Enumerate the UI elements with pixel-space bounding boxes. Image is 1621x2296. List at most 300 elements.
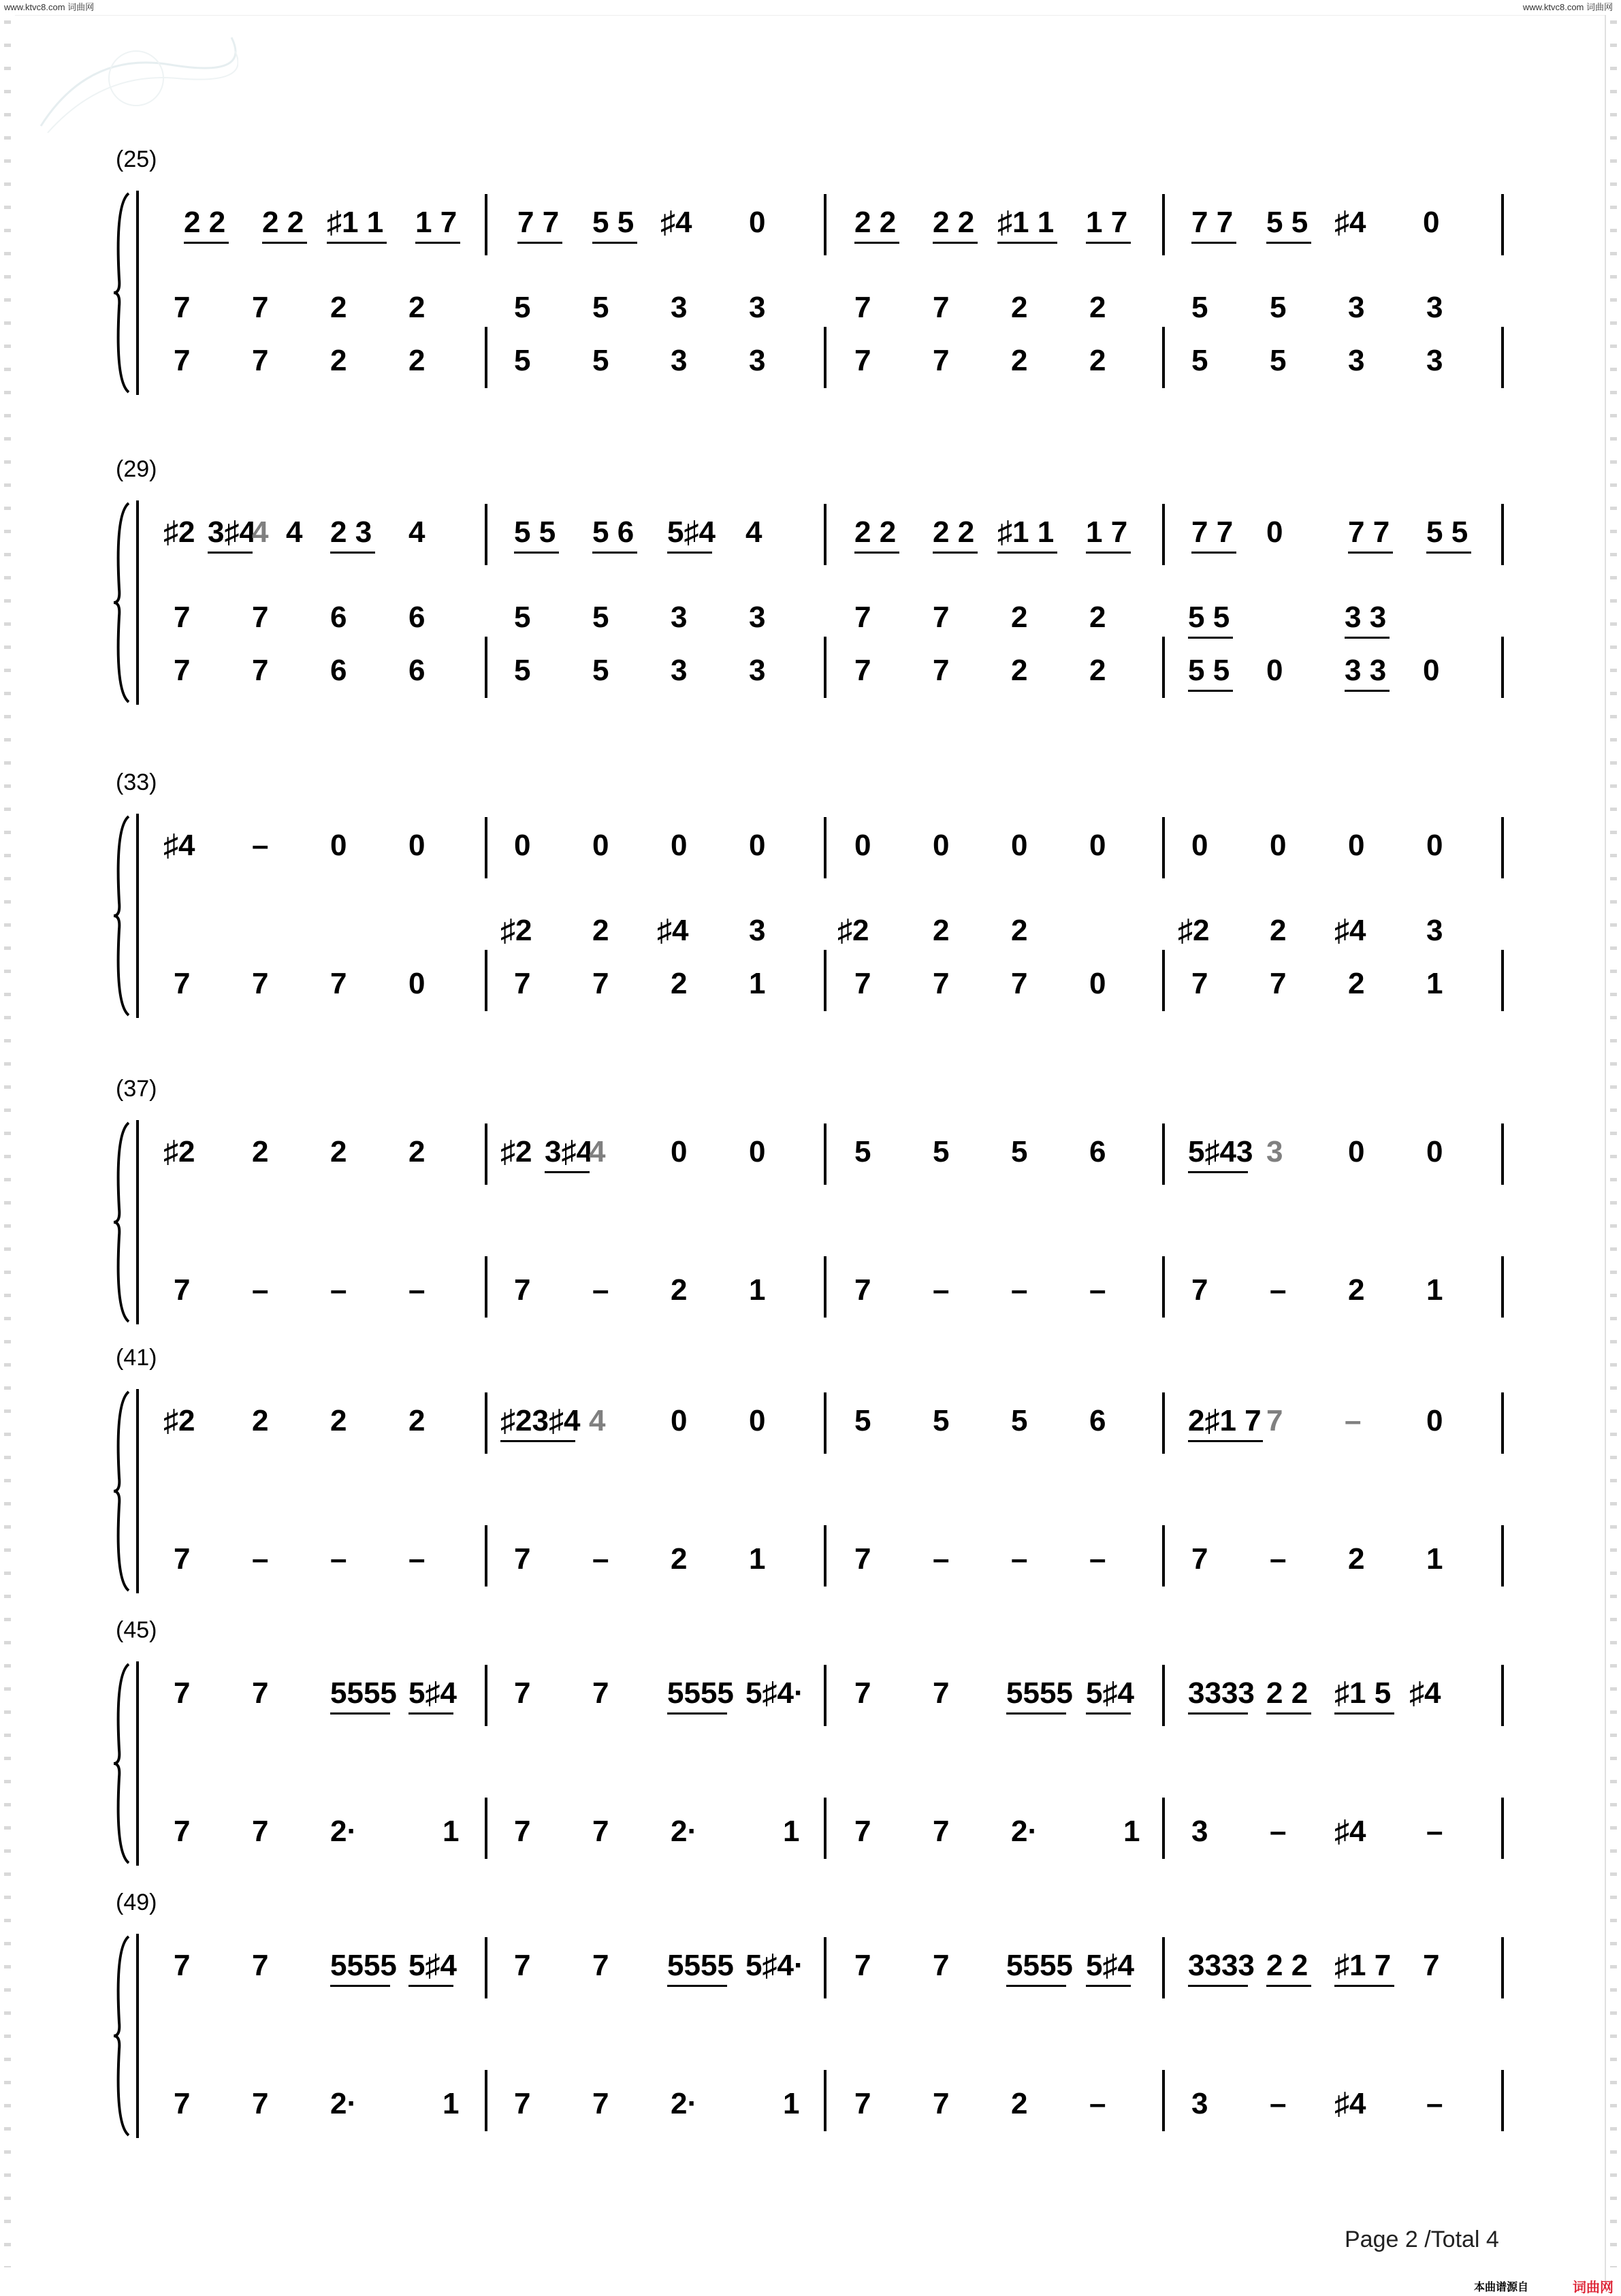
melody-note: 0: [1270, 829, 1287, 862]
measure-number: (41): [116, 1345, 157, 1371]
accomp-upper-note: 5 5: [1188, 601, 1230, 634]
melody-note: 5♯4: [408, 1676, 457, 1710]
accomp-upper-note: 2: [408, 291, 426, 324]
melody-note: 0: [330, 829, 347, 862]
system-start-line: [136, 500, 139, 705]
accomp-lower-note: 3: [671, 344, 688, 377]
melody-note: 2 2: [1266, 1676, 1309, 1710]
beam: [933, 242, 978, 244]
melody-note: 2 2: [854, 206, 897, 239]
accomp-lower-note: –: [1011, 1542, 1028, 1576]
beam: [208, 552, 253, 554]
brand-logo[interactable]: 词曲网: [1573, 2280, 1614, 2295]
accomp-lower-note: –: [592, 1273, 609, 1307]
accomp-lower-note: 7: [252, 344, 269, 377]
accomp-lower-note: 1: [443, 1815, 460, 1848]
beam: [184, 242, 229, 244]
barline: [1501, 194, 1504, 255]
melody-note: 0: [854, 829, 871, 862]
accomp-lower-note: 7: [1191, 1273, 1208, 1307]
page-indicator: Page 2 /Total 4: [1345, 2227, 1499, 2252]
melody-note: ♯1 1: [997, 515, 1055, 549]
accomp-lower-note: 3: [749, 344, 766, 377]
accomp-lower-note: 7: [174, 967, 191, 1000]
accomp-lower-note: 5: [592, 344, 609, 377]
beam: [1086, 1712, 1131, 1715]
melody-note: 3♯4: [545, 1135, 593, 1168]
system-start-line: [136, 1661, 139, 1866]
accomp-lower-note: 7: [174, 2087, 191, 2120]
melody-note: 2: [330, 1404, 347, 1437]
accomp-upper-note: 6: [408, 601, 426, 634]
barline: [824, 1123, 826, 1185]
beam: [1086, 552, 1131, 554]
melody-note: 7: [174, 1676, 191, 1710]
beam: [667, 1985, 727, 1987]
melody-note: 2: [252, 1135, 269, 1168]
melody-note: ♯2: [163, 515, 195, 549]
accomp-lower-note: –: [1270, 1273, 1287, 1307]
measure-number: (45): [116, 1617, 157, 1643]
accomp-upper-note: ♯2: [500, 914, 532, 947]
beam: [408, 1985, 453, 1987]
melody-note: 2: [252, 1404, 269, 1437]
accomp-upper-note: ♯2: [1178, 914, 1210, 947]
system-brace: [112, 191, 133, 395]
barline: [824, 1392, 826, 1454]
accomp-lower-note: 2: [671, 967, 688, 1000]
barline: [1162, 2070, 1165, 2131]
beam: [330, 552, 375, 554]
corner-watermark-graphic: [34, 24, 238, 140]
accomp-upper-note: 7: [854, 291, 871, 324]
system-brace: [112, 1934, 133, 2138]
accomp-upper-note: 7: [252, 601, 269, 634]
melody-note: 5♯4·: [745, 1949, 804, 1982]
accomp-lower-note: 7: [592, 967, 609, 1000]
accomp-upper-note: 5: [1270, 291, 1287, 324]
melody-note: 5 6: [592, 515, 635, 549]
accomp-lower-note: 7: [252, 2087, 269, 2120]
melody-note: 1 7: [1086, 515, 1128, 549]
accomp-lower-note: 7: [592, 2087, 609, 2120]
system-brace: [112, 500, 133, 705]
accomp-lower-note: 5: [1270, 344, 1287, 377]
accomp-lower-note: 7: [854, 654, 871, 687]
system-brace: [112, 1389, 133, 1593]
accomp-lower-note: –: [1426, 1815, 1443, 1848]
melody-note: 4: [252, 515, 269, 549]
accomp-lower-note: 1: [783, 2087, 800, 2120]
melody-note: 0: [671, 829, 688, 862]
melody-note: 0: [1011, 829, 1028, 862]
melody-note: ♯4: [1409, 1676, 1441, 1710]
accomp-upper-note: ♯2: [837, 914, 869, 947]
accomp-lower-note: 2: [1348, 1273, 1365, 1307]
accomp-lower-note: 7: [933, 1815, 950, 1848]
melody-note: 2 2: [933, 515, 975, 549]
barline: [1162, 1123, 1165, 1185]
measure-number: (33): [116, 769, 157, 795]
melody-note: 7: [1266, 1404, 1283, 1437]
barline: [1501, 817, 1504, 878]
barline: [824, 194, 826, 255]
barline: [1501, 1798, 1504, 1859]
system-brace: [112, 1120, 133, 1324]
accomp-upper-note: 3: [1426, 291, 1443, 324]
accomp-lower-note: –: [252, 1273, 269, 1307]
melody-note: ♯2: [163, 1404, 195, 1437]
melody-note: 0: [933, 829, 950, 862]
barline: [1162, 194, 1165, 255]
melody-note: 5♯4: [1086, 1676, 1134, 1710]
accomp-lower-note: 7: [854, 2087, 871, 2120]
melody-note: 5 5: [1266, 206, 1309, 239]
melody-note: ♯4: [1334, 206, 1366, 239]
beam: [1191, 552, 1236, 554]
accomp-lower-note: 2·: [330, 1815, 357, 1848]
beam: [500, 1440, 575, 1442]
melody-note: ♯1 5: [1334, 1676, 1392, 1710]
accomp-lower-note: 3: [671, 654, 688, 687]
accomp-upper-note: 2: [1011, 291, 1028, 324]
accomp-lower-note: 1: [783, 1815, 800, 1848]
accomp-lower-note: 7: [592, 1815, 609, 1848]
melody-note: 5555: [667, 1949, 734, 1982]
accomp-lower-note: 7: [854, 1542, 871, 1576]
melody-note: 5♯43: [1188, 1135, 1253, 1168]
barline: [485, 1392, 487, 1454]
barline: [824, 950, 826, 1011]
page-border-top: [15, 15, 1606, 16]
barline: [1162, 504, 1165, 565]
accomp-lower-note: 0: [1423, 654, 1440, 687]
barline: [1162, 1392, 1165, 1454]
accomp-upper-note: 2: [330, 291, 347, 324]
melody-note: 2♯1 7: [1188, 1404, 1262, 1437]
barline: [1501, 1665, 1504, 1726]
accomp-upper-note: 6: [330, 601, 347, 634]
melody-note: 0: [749, 1135, 766, 1168]
beam: [1188, 1712, 1248, 1715]
melody-note: 3333: [1188, 1949, 1255, 1982]
accomp-lower-note: 7: [252, 967, 269, 1000]
beam: [1006, 1985, 1066, 1987]
accomp-lower-note: 7: [514, 1542, 531, 1576]
accomp-lower-note: 5: [1191, 344, 1208, 377]
barline: [824, 2070, 826, 2131]
accomp-lower-note: –: [1270, 1542, 1287, 1576]
melody-note: 5♯4: [408, 1949, 457, 1982]
accomp-lower-note: 1: [1426, 967, 1443, 1000]
melody-note: 0: [671, 1135, 688, 1168]
accomp-lower-note: 1: [749, 1273, 766, 1307]
accomp-lower-note: 7: [174, 1273, 191, 1307]
accomp-upper-note: 7: [854, 601, 871, 634]
accomp-lower-note: 2: [671, 1542, 688, 1576]
accomp-lower-note: 2: [1348, 1542, 1365, 1576]
accomp-lower-note: 7: [514, 2087, 531, 2120]
melody-note: 7: [592, 1949, 609, 1982]
barline: [485, 1798, 487, 1859]
barline: [485, 327, 487, 388]
accomp-lower-note: 6: [330, 654, 347, 687]
accomp-lower-note: –: [1270, 2087, 1287, 2120]
melody-note: 7: [1423, 1949, 1440, 1982]
accomp-lower-note: 0: [1266, 654, 1283, 687]
page-border-right: [1605, 15, 1606, 2282]
melody-note: 7 7: [1191, 515, 1234, 549]
measure-number: (49): [116, 1890, 157, 1915]
barline: [824, 504, 826, 565]
barline: [1162, 327, 1165, 388]
accomp-lower-note: 5: [514, 654, 531, 687]
barline: [1501, 1937, 1504, 1998]
accomp-upper-note: 2: [592, 914, 609, 947]
beam: [1006, 1712, 1066, 1715]
accomp-upper-note: 5: [592, 601, 609, 634]
barline: [824, 1937, 826, 1998]
accomp-lower-note: 7: [854, 967, 871, 1000]
accomp-upper-note: ♯4: [1334, 914, 1366, 947]
barline: [1501, 2070, 1504, 2131]
accomp-lower-note: 7: [252, 654, 269, 687]
barline: [824, 1256, 826, 1318]
beam: [1334, 1985, 1394, 1987]
accomp-lower-note: 1: [1426, 1273, 1443, 1307]
melody-note: 7 7: [1348, 515, 1390, 549]
accomp-upper-note: 2: [1011, 601, 1028, 634]
accomp-upper-note: 3: [749, 914, 766, 947]
barline: [485, 2070, 487, 2131]
beam: [330, 1712, 390, 1715]
melody-note: 6: [1089, 1404, 1106, 1437]
melody-note: 5♯4: [1086, 1949, 1134, 1982]
barline: [485, 1256, 487, 1318]
melody-note: 2 2: [262, 206, 304, 239]
melody-note: ♯4: [163, 829, 195, 862]
melody-note: ♯4: [660, 206, 692, 239]
accomp-lower-note: 2·: [671, 1815, 698, 1848]
accomp-upper-note: 3: [749, 291, 766, 324]
accomp-lower-note: 7: [1191, 1542, 1208, 1576]
barline: [485, 194, 487, 255]
accomp-lower-note: 6: [408, 654, 426, 687]
beam: [514, 552, 559, 554]
melody-note: ♯1 7: [1334, 1949, 1392, 1982]
barline: [1501, 1256, 1504, 1318]
melody-note: 5555: [330, 1949, 397, 1982]
system-start-line: [136, 1389, 139, 1593]
header-left-url[interactable]: www.ktvc8.com 词曲网: [4, 2, 95, 12]
melody-note: 0: [1266, 515, 1283, 549]
melody-note: 0: [1348, 1135, 1365, 1168]
melody-note: 7: [514, 1676, 531, 1710]
melody-note: ♯23♯4: [500, 1404, 581, 1437]
melody-note: 1 7: [415, 206, 458, 239]
melody-note: 3: [1266, 1135, 1283, 1168]
accomp-lower-note: 1: [1123, 1815, 1140, 1848]
barline: [1501, 950, 1504, 1011]
accomp-upper-note: 2: [933, 914, 950, 947]
melody-note: 5555: [667, 1676, 734, 1710]
melody-note: 0: [1348, 829, 1365, 862]
beam: [545, 1171, 590, 1173]
measure-number: (25): [116, 146, 157, 172]
system-start-line: [136, 1934, 139, 2138]
accomp-lower-note: 7: [174, 344, 191, 377]
melody-note: 7: [592, 1676, 609, 1710]
beam: [327, 242, 387, 244]
barline: [1501, 504, 1504, 565]
beam: [1188, 637, 1233, 639]
accomp-lower-note: –: [933, 1273, 950, 1307]
accomp-upper-note: 7: [252, 291, 269, 324]
beam: [854, 552, 899, 554]
accomp-upper-note: 7: [933, 601, 950, 634]
barline: [485, 637, 487, 698]
measure-number: (29): [116, 456, 157, 482]
accomp-lower-note: 2: [1011, 654, 1028, 687]
barline: [1162, 1665, 1165, 1726]
melody-note: 4: [589, 1135, 606, 1168]
melody-note: 4: [286, 515, 303, 549]
accomp-lower-note: 2: [1011, 2087, 1028, 2120]
accomp-lower-note: 3: [749, 654, 766, 687]
accomp-lower-note: 7: [174, 1815, 191, 1848]
source-text: 本曲谱源自: [1474, 2282, 1529, 2293]
system-brace: [112, 1661, 133, 1866]
beam: [997, 552, 1057, 554]
beam: [330, 1985, 390, 1987]
accomp-lower-note: 2: [1089, 654, 1106, 687]
barline: [485, 1665, 487, 1726]
beam: [1188, 1985, 1248, 1987]
accomp-lower-note: 7: [933, 967, 950, 1000]
melody-note: 5: [933, 1135, 950, 1168]
beam: [408, 1712, 453, 1715]
beam: [517, 242, 562, 244]
barline: [1162, 1798, 1165, 1859]
accomp-lower-note: 7: [514, 967, 531, 1000]
beam: [1345, 690, 1390, 692]
melody-note: 5555: [1006, 1949, 1073, 1982]
accomp-lower-note: –: [408, 1273, 426, 1307]
melody-note: 2: [408, 1404, 426, 1437]
accomp-lower-note: –: [1089, 2087, 1106, 2120]
melody-note: 0: [408, 829, 426, 862]
accomp-lower-note: 7: [933, 654, 950, 687]
melody-note: 5 5: [1426, 515, 1468, 549]
accomp-lower-note: –: [1270, 1815, 1287, 1848]
beam: [1345, 637, 1390, 639]
melody-note: 5555: [330, 1676, 397, 1710]
barline: [485, 950, 487, 1011]
melody-note: 2 2: [184, 206, 226, 239]
accomp-upper-note: 7: [174, 601, 191, 634]
accomp-upper-note: 2: [1011, 914, 1028, 947]
header-right-url[interactable]: www.ktvc8.com 词曲网: [1522, 2, 1613, 12]
beam: [933, 552, 978, 554]
melody-note: 1 7: [1086, 206, 1128, 239]
accomp-lower-note: 7: [174, 1542, 191, 1576]
melody-note: 2 2: [854, 515, 897, 549]
accomp-upper-note: 5: [1191, 291, 1208, 324]
accomp-lower-note: 3: [1426, 344, 1443, 377]
barline: [1501, 1525, 1504, 1587]
accomp-lower-note: –: [330, 1273, 347, 1307]
melody-note: 7: [854, 1949, 871, 1982]
beam: [1348, 552, 1393, 554]
accomp-upper-note: 2: [1270, 914, 1287, 947]
accomp-lower-note: –: [1089, 1542, 1106, 1576]
melody-note: 2: [408, 1135, 426, 1168]
melody-note: 0: [1426, 1135, 1443, 1168]
beam: [1334, 1712, 1394, 1715]
beam: [1086, 1985, 1131, 1987]
beam: [1086, 242, 1131, 244]
accomp-upper-note: 7: [933, 291, 950, 324]
accomp-lower-note: 2: [330, 344, 347, 377]
accomp-lower-note: 7: [252, 1815, 269, 1848]
accomp-lower-note: 5: [592, 654, 609, 687]
accomp-lower-note: 7: [1270, 967, 1287, 1000]
melody-note: 7: [933, 1949, 950, 1982]
accomp-upper-note: 5: [514, 601, 531, 634]
accomp-lower-note: 1: [1426, 1542, 1443, 1576]
accomp-upper-note: 3: [671, 291, 688, 324]
accomp-lower-note: 7: [1011, 967, 1028, 1000]
accomp-upper-note: 7: [174, 291, 191, 324]
melody-note: 0: [671, 1404, 688, 1437]
melody-note: 3333: [1188, 1676, 1255, 1710]
beam: [854, 242, 899, 244]
beam: [1188, 1171, 1248, 1173]
accomp-lower-note: 5: [514, 344, 531, 377]
melody-note: 7: [933, 1676, 950, 1710]
barline: [1162, 817, 1165, 878]
accomp-lower-note: 2: [1011, 344, 1028, 377]
beam: [1266, 242, 1311, 244]
melody-note: 5: [933, 1404, 950, 1437]
barline: [1162, 1937, 1165, 1998]
barline: [824, 637, 826, 698]
barline: [485, 817, 487, 878]
accomp-lower-note: ♯4: [1334, 2087, 1366, 2120]
melody-note: 0: [1089, 829, 1106, 862]
melody-note: 2: [330, 1135, 347, 1168]
accomp-lower-note: 7: [933, 344, 950, 377]
accomp-lower-note: 7: [854, 344, 871, 377]
accomp-lower-note: 7: [1191, 967, 1208, 1000]
beam: [262, 242, 307, 244]
melody-note: ♯2: [500, 1135, 532, 1168]
beam: [1266, 1985, 1311, 1987]
beam: [1266, 1712, 1311, 1715]
right-watermark-strip: [1610, 20, 1617, 2267]
melody-note: 5 5: [514, 515, 556, 549]
melody-note: 4: [408, 515, 426, 549]
accomp-lower-note: 7: [854, 1273, 871, 1307]
accomp-upper-note: 2: [1089, 291, 1106, 324]
accomp-lower-note: 2: [408, 344, 426, 377]
accomp-upper-note: 3 3: [1345, 601, 1387, 634]
barline: [485, 1937, 487, 1998]
barline: [1162, 637, 1165, 698]
melody-note: 0: [749, 829, 766, 862]
melody-note: 0: [749, 1404, 766, 1437]
accomp-upper-note: 3: [749, 601, 766, 634]
